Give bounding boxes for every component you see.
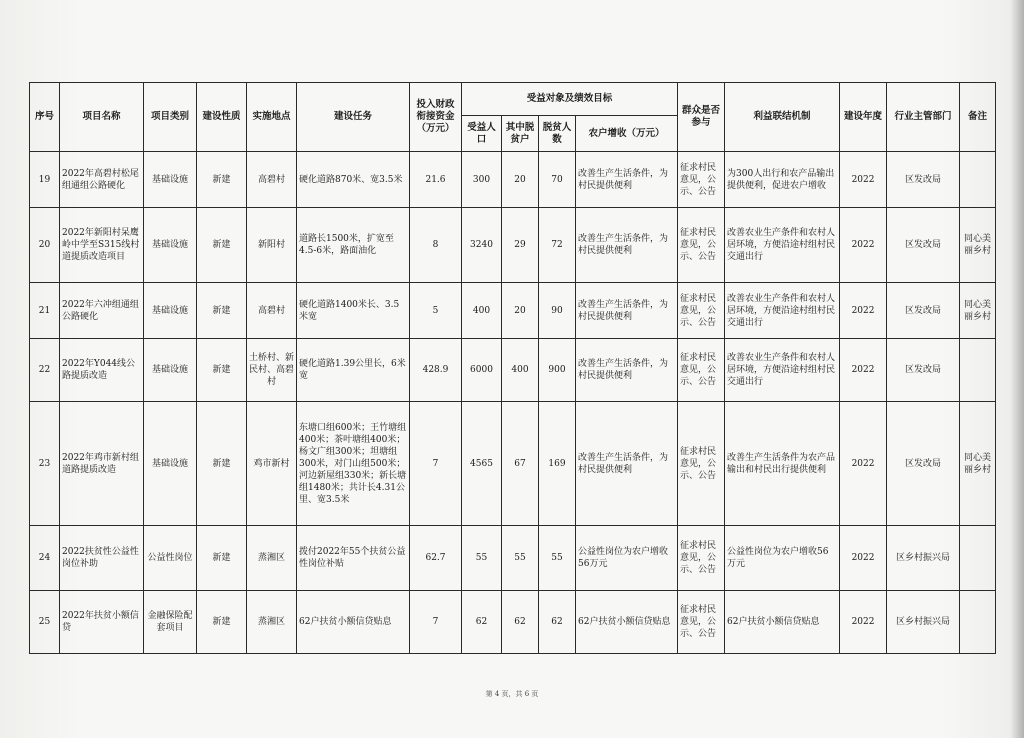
cell-participation: 征求村民意见，公示、公告 <box>678 152 725 208</box>
cell-population: 3240 <box>462 208 502 283</box>
cell-funds: 21.6 <box>410 152 462 208</box>
cell-location: 高碧村 <box>247 283 297 339</box>
cell-seq: 20 <box>30 208 60 283</box>
cell-year: 2022 <box>840 591 887 654</box>
cell-poverty-people: 90 <box>539 283 576 339</box>
cell-mechanism: 改善农业生产条件和农村人居环境，方便沿途村组村民交通出行 <box>725 339 840 402</box>
cell-year: 2022 <box>840 526 887 591</box>
table-row <box>30 152 996 208</box>
cell-category: 基础设施 <box>144 208 197 283</box>
cell-task: 硬化道路1.39公里长，6米宽 <box>297 339 410 402</box>
cell-department: 区发改局 <box>887 208 960 283</box>
cell-poverty-people: 70 <box>539 152 576 208</box>
cell-seq: 23 <box>30 402 60 526</box>
header-seq: 序号 <box>30 83 60 152</box>
cell-category: 金融保险配套项目 <box>144 591 197 654</box>
cell-population: 4565 <box>462 402 502 526</box>
table-header <box>30 83 996 152</box>
cell-poverty-people: 62 <box>539 591 576 654</box>
cell-population: 62 <box>462 591 502 654</box>
cell-remarks <box>960 152 996 208</box>
header-poverty-households: 其中脱贫户 <box>502 116 539 152</box>
table-row <box>30 339 996 402</box>
cell-participation: 征求村民意见，公示、公告 <box>678 339 725 402</box>
cell-location: 新阳村 <box>247 208 297 283</box>
cell-income: 62户扶贫小额信贷贴息 <box>576 591 678 654</box>
cell-nature: 新建 <box>197 283 247 339</box>
cell-funds: 8 <box>410 208 462 283</box>
cell-location: 高碧村 <box>247 152 297 208</box>
cell-department: 区发改局 <box>887 339 960 402</box>
cell-nature: 新建 <box>197 208 247 283</box>
cell-remarks: 同心美丽乡村 <box>960 283 996 339</box>
cell-task: 拨付2022年55个扶贫公益性岗位补贴 <box>297 526 410 591</box>
cell-income: 改善生产生活条件，为村民提供便利 <box>576 152 678 208</box>
cell-nature: 新建 <box>197 339 247 402</box>
header-participation: 群众是否参与 <box>678 83 725 152</box>
cell-income: 改善生产生活条件，为村民提供便利 <box>576 402 678 526</box>
cell-name: 2022年扶贫小额信贷 <box>60 591 144 654</box>
cell-task: 东塘口组600米；王竹塘组400米；茶叶塘组400米；杨文广组300米；坦塘组300米，对门山组500米；河边新屋组330米；新长塘组1480米；共计长4.31公里、宽3.5米 <box>297 402 410 526</box>
cell-poverty-households: 62 <box>502 591 539 654</box>
cell-funds: 5 <box>410 283 462 339</box>
cell-name: 2022年新阳村呆鹰岭中学至S315线村道提质改造项目 <box>60 208 144 283</box>
cell-mechanism: 改善农业生产条件和农村人居环境，方便沿途村组村民交通出行 <box>725 208 840 283</box>
header-mechanism: 利益联结机制 <box>725 83 840 152</box>
cell-remarks <box>960 526 996 591</box>
cell-poverty-people: 55 <box>539 526 576 591</box>
cell-participation: 征求村民意见，公示、公告 <box>678 526 725 591</box>
cell-location: 土桥村、新民村、高碧村 <box>247 339 297 402</box>
cell-name: 2022年六冲组通组公路硬化 <box>60 283 144 339</box>
cell-income: 改善生产生活条件，为村民提供便利 <box>576 339 678 402</box>
cell-remarks: 同心美丽乡村 <box>960 208 996 283</box>
cell-name: 2022年高碧村松尾组通组公路硬化 <box>60 152 144 208</box>
header-income: 农户增收（万元） <box>576 116 678 152</box>
cell-category: 基础设施 <box>144 402 197 526</box>
cell-task: 硬化道路1400米长、3.5米宽 <box>297 283 410 339</box>
cell-task: 硬化道路870米、宽3.5米 <box>297 152 410 208</box>
cell-category: 基础设施 <box>144 339 197 402</box>
cell-participation: 征求村民意见，公示、公告 <box>678 283 725 339</box>
cell-income: 公益性岗位为农户增收56万元 <box>576 526 678 591</box>
cell-department: 区发改局 <box>887 283 960 339</box>
cell-task: 62户扶贫小额信贷贴息 <box>297 591 410 654</box>
cell-year: 2022 <box>840 339 887 402</box>
cell-year: 2022 <box>840 152 887 208</box>
table-row <box>30 283 996 339</box>
header-remarks: 备注 <box>960 83 996 152</box>
page-footer: 第 4 页，共 6 页 <box>485 690 539 698</box>
cell-mechanism: 为300人出行和农产品输出提供便利，促进农户增收 <box>725 152 840 208</box>
cell-population: 400 <box>462 283 502 339</box>
cell-remarks <box>960 591 996 654</box>
table-body <box>30 152 996 654</box>
cell-mechanism: 公益性岗位为农户增收56万元 <box>725 526 840 591</box>
cell-participation: 征求村民意见，公示、公告 <box>678 208 725 283</box>
header-name: 项目名称 <box>60 83 144 152</box>
cell-department: 区发改局 <box>887 152 960 208</box>
cell-poverty-households: 55 <box>502 526 539 591</box>
project-table <box>29 82 996 654</box>
header-task: 建设任务 <box>297 83 410 152</box>
cell-funds: 62.7 <box>410 526 462 591</box>
cell-location: 鸡市新村 <box>247 402 297 526</box>
cell-category: 基础设施 <box>144 152 197 208</box>
cell-poverty-households: 67 <box>502 402 539 526</box>
table-row <box>30 208 996 283</box>
cell-year: 2022 <box>840 208 887 283</box>
cell-remarks <box>960 339 996 402</box>
cell-name: 2022年鸡市新村组道路提质改造 <box>60 402 144 526</box>
cell-seq: 24 <box>30 526 60 591</box>
cell-seq: 21 <box>30 283 60 339</box>
cell-participation: 征求村民意见，公示、公告 <box>678 591 725 654</box>
cell-mechanism: 62户扶贫小额信贷贴息 <box>725 591 840 654</box>
cell-income: 改善生产生活条件，为村民提供便利 <box>576 283 678 339</box>
cell-funds: 7 <box>410 402 462 526</box>
cell-poverty-households: 20 <box>502 152 539 208</box>
cell-seq: 19 <box>30 152 60 208</box>
cell-funds: 7 <box>410 591 462 654</box>
cell-poverty-people: 72 <box>539 208 576 283</box>
cell-department: 区乡村振兴局 <box>887 526 960 591</box>
cell-name: 2022扶贫性公益性岗位补助 <box>60 526 144 591</box>
cell-poverty-households: 29 <box>502 208 539 283</box>
cell-category: 公益性岗位 <box>144 526 197 591</box>
cell-year: 2022 <box>840 402 887 526</box>
cell-location: 蒸湘区 <box>247 591 297 654</box>
page-edge-shadow <box>1010 0 1024 738</box>
cell-funds: 428.9 <box>410 339 462 402</box>
header-year: 建设年度 <box>840 83 887 152</box>
header-category: 项目类别 <box>144 83 197 152</box>
cell-remarks: 同心美丽乡村 <box>960 402 996 526</box>
cell-category: 基础设施 <box>144 283 197 339</box>
table-row <box>30 526 996 591</box>
cell-seq: 22 <box>30 339 60 402</box>
header-department: 行业主管部门 <box>887 83 960 152</box>
cell-nature: 新建 <box>197 591 247 654</box>
cell-population: 6000 <box>462 339 502 402</box>
header-poverty-people: 脱贫人数 <box>539 116 576 152</box>
cell-mechanism: 改善农业生产条件和农村人居环境，方便沿途村组村民交通出行 <box>725 283 840 339</box>
cell-nature: 新建 <box>197 152 247 208</box>
table-row <box>30 591 996 654</box>
cell-seq: 25 <box>30 591 60 654</box>
cell-poverty-households: 20 <box>502 283 539 339</box>
table-row <box>30 402 996 526</box>
cell-population: 55 <box>462 526 502 591</box>
cell-location: 蒸湘区 <box>247 526 297 591</box>
cell-population: 300 <box>462 152 502 208</box>
cell-nature: 新建 <box>197 402 247 526</box>
cell-department: 区发改局 <box>887 402 960 526</box>
header-nature: 建设性质 <box>197 83 247 152</box>
cell-poverty-households: 400 <box>502 339 539 402</box>
cell-participation: 征求村民意见，公示、公告 <box>678 402 725 526</box>
cell-name: 2022年Y044线公路提质改造 <box>60 339 144 402</box>
cell-nature: 新建 <box>197 526 247 591</box>
header-funds: 投入财政衔接资金（万元） <box>410 83 462 152</box>
cell-mechanism: 改善生产生活条件为农产品输出和村民出行提供便利 <box>725 402 840 526</box>
header-location: 实施地点 <box>247 83 297 152</box>
cell-poverty-people: 169 <box>539 402 576 526</box>
cell-poverty-people: 900 <box>539 339 576 402</box>
cell-task: 道路长1500米，扩宽至4.5-6米，路面油化 <box>297 208 410 283</box>
header-population: 受益人口 <box>462 116 502 152</box>
cell-income: 改善生产生活条件，为村民提供便利 <box>576 208 678 283</box>
header-beneficiary-group: 受益对象及绩效目标 <box>462 83 678 116</box>
cell-department: 区乡村振兴局 <box>887 591 960 654</box>
cell-year: 2022 <box>840 283 887 339</box>
